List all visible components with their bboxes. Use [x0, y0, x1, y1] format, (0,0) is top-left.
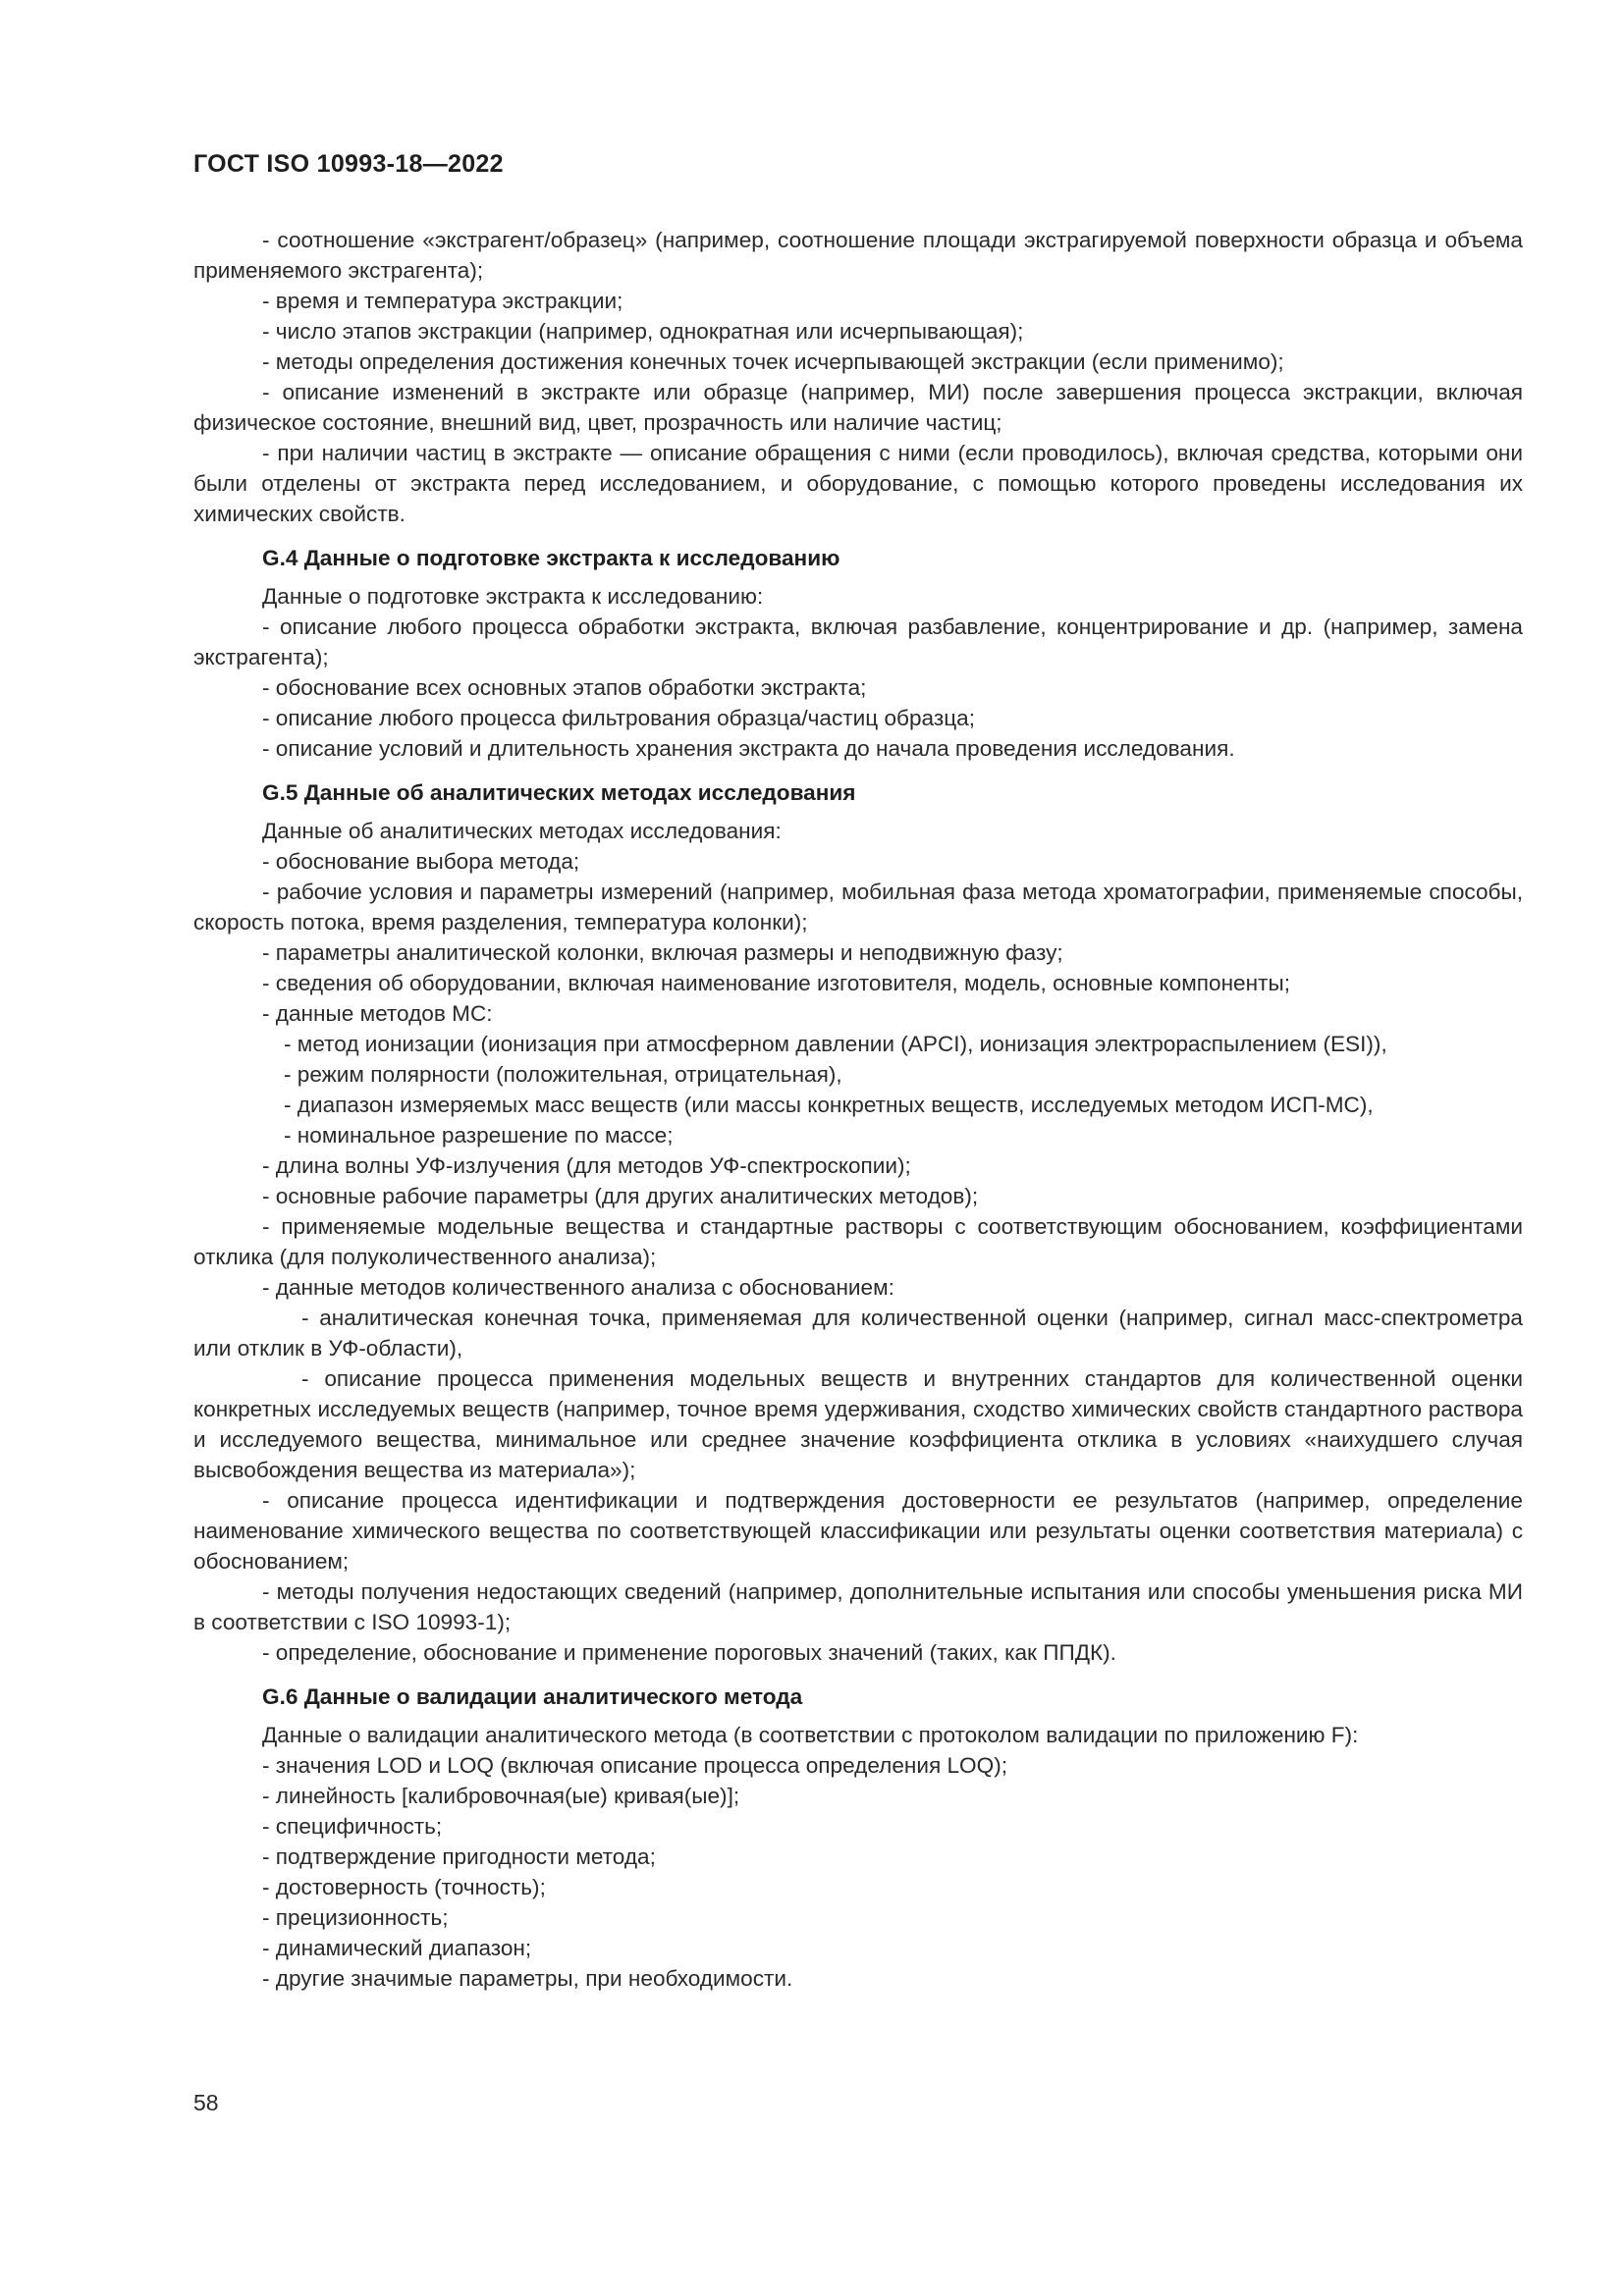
list-item: - обоснование выбора метода;: [262, 849, 580, 874]
standard-title: ГОСТ ISO 10993-18—2022: [193, 150, 504, 178]
sub-list-item: - номинальное разрешение по массе;: [284, 1123, 674, 1148]
sub-list-item: - аналитическая конечная точка, применяемая для количественной оценки (например, сигнал масс-спектрометра или отклик в УФ-области),: [193, 1306, 1523, 1361]
list-item: - рабочие условия и параметры измерений (например, мобильная фаза метода хроматографии, применяемые способы, скорость потока, время разделения, температура колонки);: [193, 880, 1523, 934]
sub-list-item: - метод ионизации (ионизация при атмосферном давлении (APCI), ионизация электрораспылением (ESI)),: [284, 1032, 1387, 1056]
section-lead: Данные о валидации аналитического метода (в соответствии с протоколом валидации по приложению F):: [262, 1723, 1359, 1747]
list-item: - методы определения достижения конечных точек исчерпывающей экстракции (если применимо);: [262, 349, 1284, 374]
sub-list-item: - описание процесса применения модельных веществ и внутренних стандартов для количественной оценки конкретных исследуемых веществ (например, точное время удерживания, сходство химических свойств стандартного раствора и исследуемого вещества, минимальное или среднее значение коэффициента отклика в условиях «наихудшего случая высвобождения вещества из материала»);: [193, 1366, 1523, 1482]
list-item: - длина волны УФ-излучения (для методов УФ-спектроскопии);: [262, 1153, 911, 1178]
list-item: - при наличии частиц в экстракте — описание обращения с ними (если проводилось), включая средства, которыми они были отделены от экстракта перед исследованием, и оборудование, с помощью которого проведены исследования их химических свойств.: [193, 441, 1523, 526]
list-item: - обоснование всех основных этапов обработки экстракта;: [262, 675, 867, 700]
list-item: - другие значимые параметры, при необходимости.: [262, 1966, 793, 1991]
sub-list-item: - диапазон измеряемых масс веществ (или массы конкретных веществ, исследуемых методом ИСП-МС),: [284, 1093, 1374, 1117]
list-item: - соотношение «экстрагент/образец» (например, соотношение площади экстрагируемой поверхности образца и объема применяемого экстрагента);: [193, 228, 1523, 283]
document-page: [193, 0, 1523, 2296]
list-item: - прецизионность;: [262, 1905, 449, 1930]
list-item: - подтверждение пригодности метода;: [262, 1844, 656, 1869]
list-item: - описание условий и длительность хранения экстракта до начала проведения исследования.: [262, 736, 1235, 761]
document-body: [193, 225, 1523, 1994]
list-item: - описание любого процесса обработки экстракта, включая разбавление, концентрирование и др. (например, замена экстрагента);: [193, 614, 1523, 669]
list-item: - параметры аналитической колонки, включая размеры и неподвижную фазу;: [262, 940, 1063, 965]
section-lead: Данные об аналитических методах исследования:: [262, 819, 782, 843]
section-heading-g5: G.5 Данные об аналитических методах исследования: [262, 780, 856, 805]
list-item: - значения LOD и LOQ (включая описание процесса определения LOQ);: [262, 1753, 1008, 1778]
list-item: - описание процесса идентификации и подтверждения достоверности ее результатов (например, определение наименование химического вещества по соответствующей классификации или результаты оценки соответствия материала) с обоснованием;: [193, 1488, 1523, 1574]
list-item: - время и температура экстракции;: [262, 289, 623, 313]
list-item: - методы получения недостающих сведений (например, дополнительные испытания или способы уменьшения риска МИ в соответствии с ISO 10993-1);: [193, 1579, 1523, 1634]
page-number: 58: [193, 2090, 219, 2115]
list-item: - сведения об оборудовании, включая наименование изготовителя, модель, основные компоненты;: [262, 971, 1290, 995]
list-item: - описание изменений в экстракте или образце (например, МИ) после завершения процесса экстракции, включая физическое состояние, внешний вид, цвет, прозрачность или наличие частиц;: [193, 380, 1523, 435]
list-item: - описание любого процесса фильтрования образца/частиц образца;: [262, 706, 975, 730]
section-heading-g4: G.4 Данные о подготовке экстракта к исследованию: [262, 546, 840, 570]
list-item: - применяемые модельные вещества и стандартные растворы с соответствующим обоснованием, коэффициентами отклика (для полуколичественного анализа);: [193, 1214, 1523, 1269]
section-heading-g6: G.6 Данные о валидации аналитического метода: [262, 1684, 803, 1709]
list-item: - данные методов количественного анализа с обоснованием:: [262, 1275, 894, 1300]
list-item: - динамический диапазон;: [262, 1936, 532, 1960]
list-item: - линейность [калибровочная(ые) кривая(ые)];: [262, 1784, 740, 1808]
list-item: - достоверность (точность);: [262, 1875, 546, 1899]
sub-list-item: - режим полярности (положительная, отрицательная),: [284, 1062, 842, 1087]
list-item: - число этапов экстракции (например, однократная или исчерпывающая);: [262, 319, 1024, 344]
list-item: - основные рабочие параметры (для других аналитических методов);: [262, 1184, 979, 1208]
section-lead: Данные о подготовке экстракта к исследованию:: [262, 584, 764, 609]
list-item: - специфичность;: [262, 1814, 443, 1839]
list-item: - данные методов МС:: [262, 1001, 493, 1026]
list-item: - определение, обоснование и применение пороговых значений (таких, как ППДК).: [262, 1640, 1116, 1665]
